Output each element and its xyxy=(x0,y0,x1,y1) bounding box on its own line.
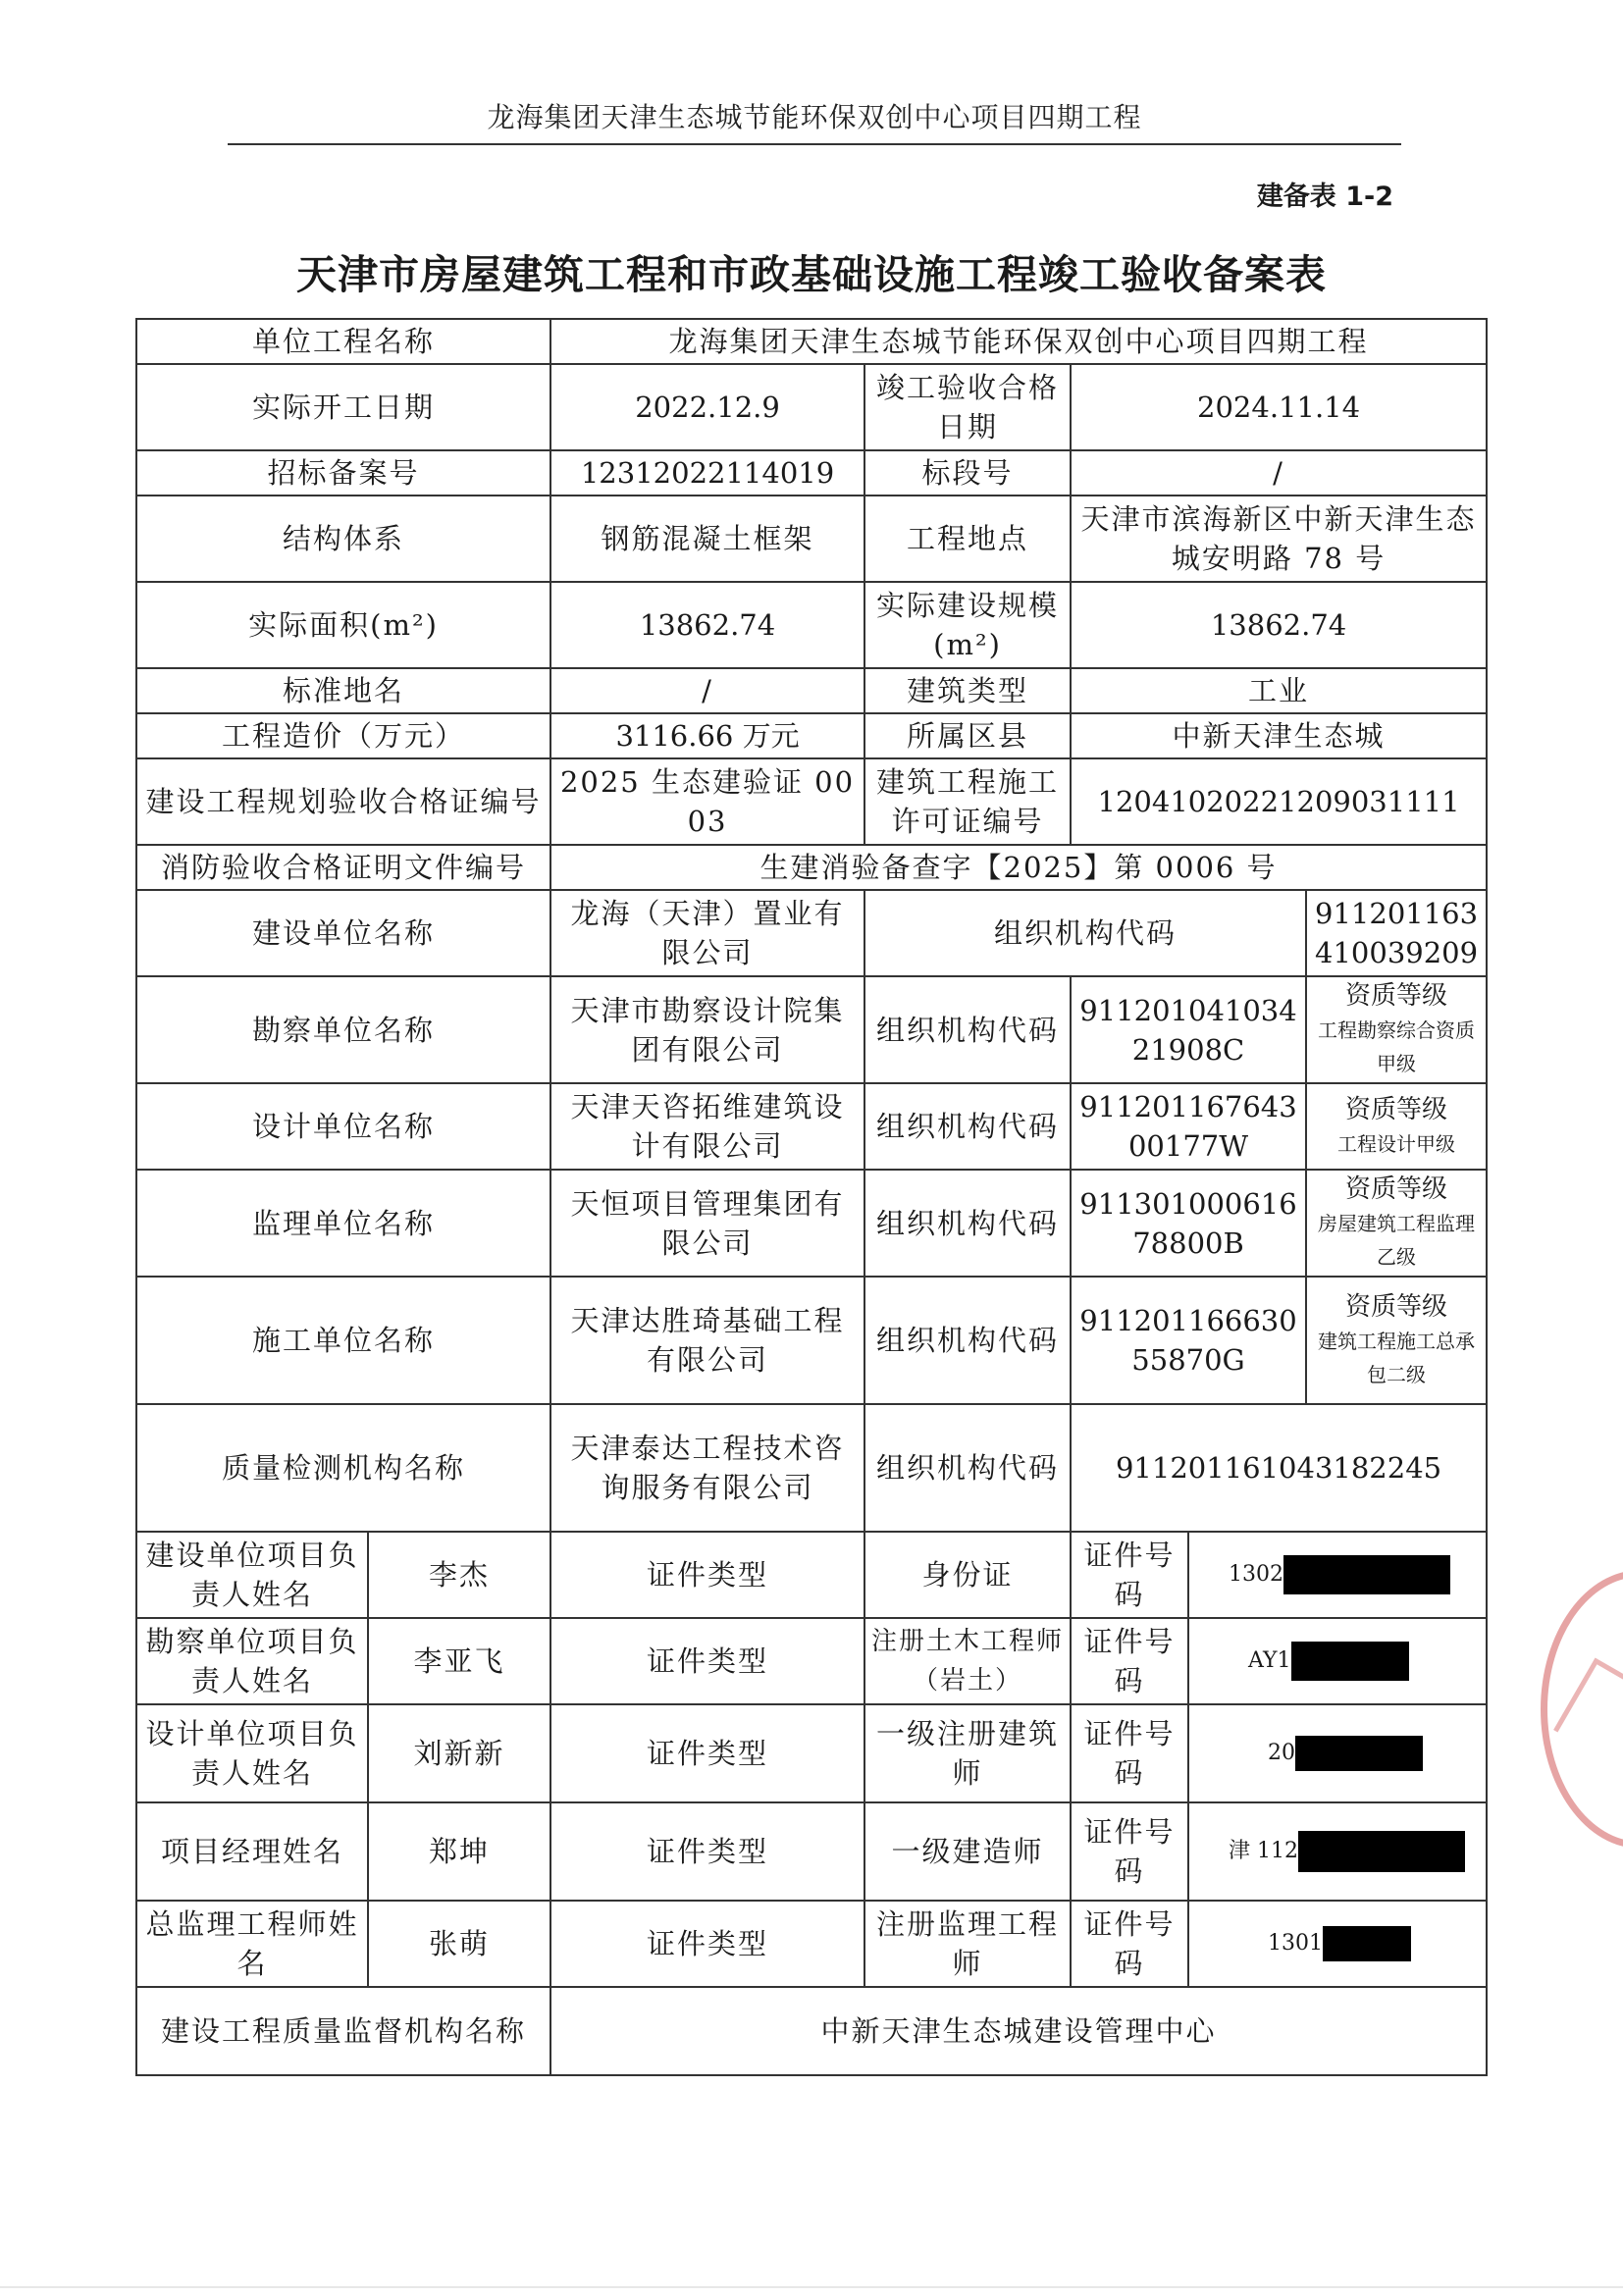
org-code-label: 组织机构代码 xyxy=(864,1170,1071,1277)
row-org-build xyxy=(136,890,1487,976)
person-role: 勘察单位项目负责人姓名 xyxy=(136,1618,368,1704)
cert-no-prefix: 1302 xyxy=(1229,1562,1284,1587)
row-area xyxy=(136,582,1487,668)
org-name: 龙海（天津）置业有限公司 xyxy=(550,890,864,976)
value-accept-date: 2024.11.14 xyxy=(1071,364,1487,450)
row-org-supervision xyxy=(136,1170,1487,1277)
person-name: 李杰 xyxy=(368,1532,550,1618)
org-name: 天津达胜琦基础工程有限公司 xyxy=(550,1277,864,1404)
row-person xyxy=(136,1532,1487,1618)
org-code-label: 组织机构代码 xyxy=(864,1277,1071,1404)
person-role: 建设单位项目负责人姓名 xyxy=(136,1532,368,1618)
value-supervision: 中新天津生态城建设管理中心 xyxy=(550,1987,1487,2075)
row-org-construction xyxy=(136,1277,1487,1404)
row-org-testing xyxy=(136,1404,1487,1532)
qual-value: 建筑工程施工总承包二级 xyxy=(1318,1329,1476,1386)
person-name: 李亚飞 xyxy=(368,1618,550,1704)
cert-type-label: 证件类型 xyxy=(550,1704,864,1802)
org-code-label: 组织机构代码 xyxy=(864,1404,1071,1532)
row-fire-cert xyxy=(136,845,1487,890)
row-person xyxy=(136,1618,1487,1704)
label-location: 工程地点 xyxy=(864,496,1071,582)
cert-no-label: 证件号码 xyxy=(1071,1802,1188,1901)
org-qualification xyxy=(1306,1277,1487,1404)
org-label: 设计单位名称 xyxy=(136,1083,550,1170)
cert-type-label: 证件类型 xyxy=(550,1532,864,1618)
org-code: 91130100061678800B xyxy=(1071,1170,1306,1277)
org-name: 天恒项目管理集团有限公司 xyxy=(550,1170,864,1277)
cert-no-label: 证件号码 xyxy=(1071,1532,1188,1618)
label-start-date: 实际开工日期 xyxy=(136,364,550,450)
label-scale: 实际建设规模(m²) xyxy=(864,582,1071,668)
label-plan-cert: 建设工程规划验收合格证编号 xyxy=(136,758,550,845)
value-fire-cert: 生建消验备查字【2025】第 0006 号 xyxy=(550,845,1487,890)
org-label: 施工单位名称 xyxy=(136,1277,550,1404)
qual-label: 资质等级 xyxy=(1345,981,1448,1011)
org-code: 91120104103421908C xyxy=(1071,976,1306,1083)
qual-value: 工程设计甲级 xyxy=(1337,1131,1456,1156)
org-label: 监理单位名称 xyxy=(136,1170,550,1277)
cert-no-prefix: AY1 xyxy=(1248,1648,1291,1673)
person-cert-no xyxy=(1188,1618,1487,1704)
row-supervision xyxy=(136,1987,1487,2075)
row-cost xyxy=(136,713,1487,758)
org-code: 91120116663055870G xyxy=(1071,1277,1306,1404)
person-name: 刘新新 xyxy=(368,1704,550,1802)
person-cert-no xyxy=(1188,1901,1487,1987)
value-section: / xyxy=(1071,450,1487,496)
qual-value: 工程勘察综合资质甲级 xyxy=(1318,1018,1476,1075)
label-permit: 建筑工程施工许可证编号 xyxy=(864,758,1071,845)
person-cert-type: 注册监理工程师 xyxy=(864,1901,1071,1987)
person-cert-type: 身份证 xyxy=(864,1532,1071,1618)
person-role: 总监理工程师姓名 xyxy=(136,1901,368,1987)
cert-no-label: 证件号码 xyxy=(1071,1618,1188,1704)
person-name: 郑坤 xyxy=(368,1802,550,1901)
row-std-name xyxy=(136,668,1487,713)
person-cert-no xyxy=(1188,1704,1487,1802)
value-permit: 12041020221209031111 xyxy=(1071,758,1487,845)
row-bid xyxy=(136,450,1487,496)
person-role: 项目经理姓名 xyxy=(136,1802,368,1901)
label-unit-project: 单位工程名称 xyxy=(136,319,550,364)
person-cert-no xyxy=(1188,1802,1487,1901)
value-plan-cert: 2025 生态建验证 0003 xyxy=(550,758,864,845)
value-scale: 13862.74 xyxy=(1071,582,1487,668)
row-person xyxy=(136,1901,1487,1987)
org-code-label: 组织机构代码 xyxy=(864,890,1306,976)
redaction-bar xyxy=(1298,1831,1465,1872)
label-fire-cert: 消防验收合格证明文件编号 xyxy=(136,845,550,890)
value-location: 天津市滨海新区中新天津生态城安明路 78 号 xyxy=(1071,496,1487,582)
org-name: 天津泰达工程技术咨询服务有限公司 xyxy=(550,1404,864,1532)
row-unit-project xyxy=(136,319,1487,364)
label-supervision: 建设工程质量监督机构名称 xyxy=(136,1987,550,2075)
value-area: 13862.74 xyxy=(550,582,864,668)
org-qualification xyxy=(1306,1083,1487,1170)
qual-value: 房屋建筑工程监理乙级 xyxy=(1318,1212,1476,1269)
value-cost: 3116.66 万元 xyxy=(550,713,864,758)
person-cert-type: 一级建造师 xyxy=(864,1802,1071,1901)
label-bid-no: 招标备案号 xyxy=(136,450,550,496)
value-building-type: 工业 xyxy=(1071,668,1487,713)
label-std-name: 标准地名 xyxy=(136,668,550,713)
cert-no-prefix: 1301 xyxy=(1268,1931,1324,1956)
row-org-survey xyxy=(136,976,1487,1083)
redaction-bar xyxy=(1323,1926,1411,1961)
cert-no-prefix: 津 112 xyxy=(1229,1839,1299,1863)
person-cert-type: 注册土木工程师（岩土） xyxy=(864,1618,1071,1704)
value-structure: 钢筋混凝土框架 xyxy=(550,496,864,582)
form-number: 建备表 1-2 xyxy=(1256,182,1393,212)
header-divider xyxy=(228,143,1401,145)
label-structure: 结构体系 xyxy=(136,496,550,582)
cert-no-prefix: 20 xyxy=(1268,1741,1296,1765)
org-code-label: 组织机构代码 xyxy=(864,1083,1071,1170)
org-name: 天津市勘察设计院集团有限公司 xyxy=(550,976,864,1083)
qual-label: 资质等级 xyxy=(1345,1291,1448,1322)
row-org-design xyxy=(136,1083,1487,1170)
scan-edge-line xyxy=(0,2286,1623,2288)
filing-form-table xyxy=(135,318,1488,2076)
page-header-project-line: 龙海集团天津生态城节能环保双创中心项目四期工程 xyxy=(487,101,1142,133)
redaction-bar xyxy=(1283,1555,1450,1594)
org-name: 天津天咨拓维建筑设计有限公司 xyxy=(550,1083,864,1170)
cert-no-label: 证件号码 xyxy=(1071,1704,1188,1802)
org-qualification xyxy=(1306,976,1487,1083)
person-cert-type: 一级注册建筑师 xyxy=(864,1704,1071,1802)
org-code-label: 组织机构代码 xyxy=(864,976,1071,1083)
value-bid-no: 12312022114019 xyxy=(550,450,864,496)
cert-type-label: 证件类型 xyxy=(550,1802,864,1901)
person-name: 张萌 xyxy=(368,1901,550,1987)
person-cert-no xyxy=(1188,1532,1487,1618)
row-structure xyxy=(136,496,1487,582)
person-role: 设计单位项目负责人姓名 xyxy=(136,1704,368,1802)
cert-type-label: 证件类型 xyxy=(550,1901,864,1987)
org-qualification xyxy=(1306,1170,1487,1277)
cert-no-label: 证件号码 xyxy=(1071,1901,1188,1987)
row-certs xyxy=(136,758,1487,845)
label-accept-date: 竣工验收合格日期 xyxy=(864,364,1071,450)
org-label: 质量检测机构名称 xyxy=(136,1404,550,1532)
redaction-bar xyxy=(1295,1736,1423,1771)
label-area: 实际面积(m²) xyxy=(136,582,550,668)
qual-label: 资质等级 xyxy=(1345,1174,1448,1204)
value-start-date: 2022.12.9 xyxy=(550,364,864,450)
org-label: 勘察单位名称 xyxy=(136,976,550,1083)
row-person xyxy=(136,1802,1487,1901)
org-code: 91120116764300177W xyxy=(1071,1083,1306,1170)
org-code: 911201161043182245 xyxy=(1071,1404,1487,1532)
value-std-name: / xyxy=(550,668,864,713)
label-district: 所属区县 xyxy=(864,713,1071,758)
redaction-bar xyxy=(1291,1642,1409,1681)
label-building-type: 建筑类型 xyxy=(864,668,1071,713)
cert-type-label: 证件类型 xyxy=(550,1618,864,1704)
label-section: 标段号 xyxy=(864,450,1071,496)
document-title: 天津市房屋建筑工程和市政基础设施工程竣工验收备案表 xyxy=(296,251,1327,298)
org-label: 建设单位名称 xyxy=(136,890,550,976)
qual-label: 资质等级 xyxy=(1345,1094,1448,1124)
value-district: 中新天津生态城 xyxy=(1071,713,1487,758)
label-cost: 工程造价（万元） xyxy=(136,713,550,758)
value-unit-project: 龙海集团天津生态城节能环保双创中心项目四期工程 xyxy=(550,319,1487,364)
row-person xyxy=(136,1704,1487,1802)
org-code: 911201163410039209 xyxy=(1306,890,1487,976)
row-dates xyxy=(136,364,1487,450)
